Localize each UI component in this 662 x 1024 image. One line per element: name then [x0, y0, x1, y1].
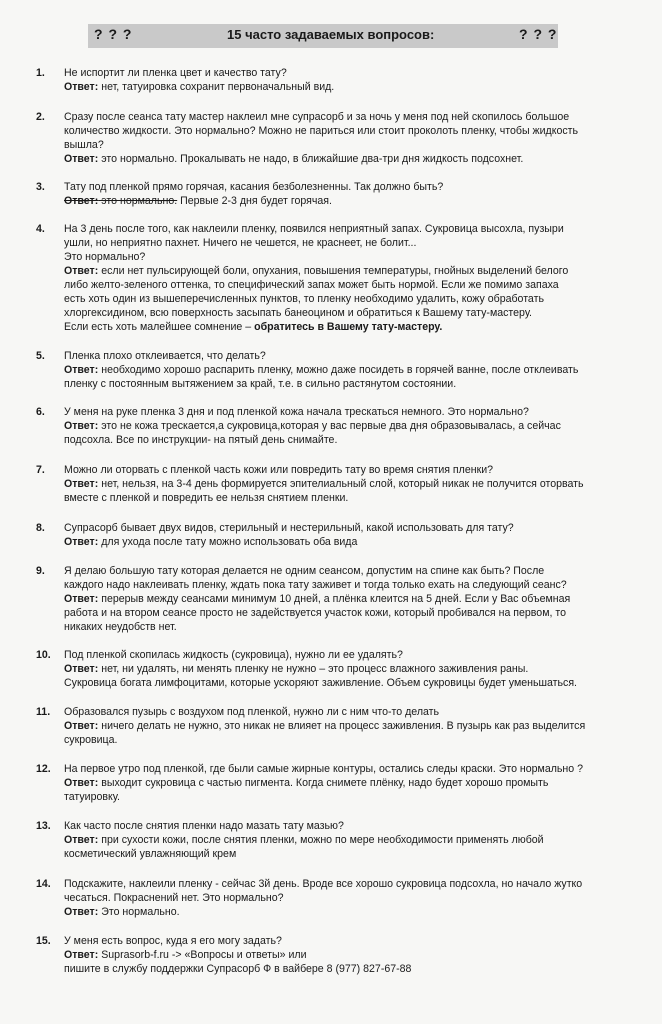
answer-text: необходимо хорошо распарить пленку, можно даже посидеть в горячей ванне, после отклеивать пленку с постоянным вытяжением за край, т.е. в сильно растянутом состоянии. — [64, 364, 579, 390]
faq-number: 12. — [36, 763, 51, 775]
answer-text: выходит сукровица с частью пигмента. Когда снимете плёнку, надо будет хорошо промыть татуировку. — [64, 777, 549, 803]
answer-label: Ответ: — [64, 364, 99, 376]
answer-label: Ответ: — [64, 663, 99, 675]
answer-text: Первые 2-3 дня будет горячая. — [177, 195, 332, 207]
faq-item-12 — [36, 762, 648, 804]
faq-item-10 — [36, 648, 648, 690]
faq-question: Подскажите, наклеили пленку - сейчас 3й день. Вроде все хорошо сукровица подсохла, но начало жутко чесаться. Покраснений нет. Это нормально? — [64, 878, 583, 904]
answer-text: нет, татуировка сохранит первоначальный вид. — [98, 81, 335, 93]
faq-answer-note — [64, 320, 648, 334]
faq-number: 6. — [36, 406, 45, 418]
faq-number: 2. — [36, 111, 45, 123]
faq-number: 13. — [36, 820, 51, 832]
faq-item-9 — [36, 564, 648, 634]
answer-text: перерыв между сеансами минимум 10 дней, а плёнка клеится на 5 дней. Если у Вас объемная работа и на втором сеансе просто не задействуется участок кожи, который пробивался на первом, то никаких неудобств нет. — [64, 593, 571, 633]
answer-label: Ответ: — [64, 536, 99, 548]
faq-answer — [64, 477, 648, 505]
answer-label: Ответ: — [64, 153, 99, 165]
answer-label: Ответ: — [64, 834, 99, 846]
faq-answer — [64, 592, 648, 634]
question-marks-right: ? ? ? — [519, 26, 558, 42]
faq-question: Сразу после сеанса тату мастер наклеил мне супрасорб и за ночь у меня под ней скопилось большое количество жидкости. Это нормально? Можно не париться или стоит проколоть пленку, чтобы жидкость вышла? — [64, 111, 579, 151]
faq-answer — [64, 905, 648, 919]
answer-label: Ответ: — [64, 478, 99, 490]
answer-text: для ухода после тату можно использовать оба вида — [98, 536, 358, 548]
faq-item-7 — [36, 463, 648, 505]
faq-item-1 — [36, 66, 648, 94]
faq-question: У меня есть вопрос, куда я его могу задать? — [64, 935, 282, 947]
faq-answer — [64, 719, 648, 747]
faq-answer — [64, 80, 648, 94]
faq-item-2 — [36, 110, 648, 166]
answer-label: Ответ: — [64, 81, 99, 93]
faq-item-8 — [36, 521, 648, 549]
faq-question: Можно ли оторвать с пленкой часть кожи или повредить тату во время снятия пленки? — [64, 464, 494, 476]
faq-question: Под пленкой скопилась жидкость (сукровица), нужно ли ее удалять? — [64, 649, 403, 661]
faq-answer — [64, 419, 648, 447]
faq-question: Тату под пленкой прямо горячая, касания безболезненны. Так должно быть? — [64, 181, 444, 193]
faq-question: Образовался пузырь с воздухом под пленкой, нужно ли с ним что-то делать — [64, 706, 440, 718]
answer-label: Ответ: — [64, 420, 99, 432]
faq-number: 15. — [36, 935, 51, 947]
faq-number: 4. — [36, 223, 45, 235]
faq-number: 3. — [36, 181, 45, 193]
faq-question: На 3 день после того, как наклеили пленку, появился неприятный запах. Сукровица высохла, пузыри ушли, но неприятно пахнет. Ничего не чешется, не краснеет, не болит... Это нормально? — [64, 223, 564, 263]
faq-item-4 — [36, 222, 648, 334]
faq-number: 7. — [36, 464, 45, 476]
answer-text: нет, нельзя, на 3-4 день формируется эпителиальный слой, который никак не получится оторвать вместе с пленкой и повредить ее нельзя снятием пленки. — [64, 478, 584, 504]
faq-number: 11. — [36, 706, 51, 718]
answer-label: Ответ: — [64, 265, 99, 277]
answer-text: нет, ни удалять, ни менять пленку не нужно – это процесс влажного заживления раны. Сукровица богата лимфоцитами, которые ускоряют заживление. Объем сукровицы будет уменьшаться. — [64, 663, 577, 689]
question-marks-left: ? ? ? — [94, 26, 133, 42]
answer-text: Это нормально. — [98, 906, 180, 918]
page-title: 15 часто задаваемых вопросов: — [227, 27, 435, 42]
faq-number: 5. — [36, 350, 45, 362]
faq-answer — [64, 662, 648, 690]
answer-label: Ответ: — [64, 777, 99, 789]
faq-question: Как часто после снятия пленки надо мазать тату мазью? — [64, 820, 344, 832]
answer-text: ничего делать не нужно, это никак не влияет на процесс заживления. В пузырь как раз выделится сукровица. — [64, 720, 586, 746]
faq-list — [36, 66, 648, 976]
faq-number: 1. — [36, 67, 45, 79]
faq-answer — [64, 948, 648, 976]
faq-answer — [64, 152, 648, 166]
faq-number: 10. — [36, 649, 51, 661]
faq-number: 14. — [36, 878, 51, 890]
answer-label: Ответ: — [64, 906, 99, 918]
answer-text: при сухости кожи, после снятия пленки, можно по мере необходимости применять любой косметический увлажняющий крем — [64, 834, 544, 860]
answer-label: Ответ: — [64, 720, 99, 732]
faq-answer — [64, 833, 648, 861]
answer-label: Ответ: — [64, 949, 99, 961]
faq-item-11 — [36, 705, 648, 747]
answer-note-text: Если есть хоть малейшее сомнение – — [64, 321, 255, 333]
answer-text: это не кожа трескается,а сукровица,которая у вас первые два дня образовывалась, а сейчас подсохла. Все по инструкции- на пятый день снимайте. — [64, 420, 561, 446]
faq-answer — [64, 264, 648, 320]
faq-item-6 — [36, 405, 648, 447]
answer-text: это нормально. Прокалывать не надо, в ближайшие два-три дня жидкость подсохнет. — [98, 153, 524, 165]
faq-question: Супрасорб бывает двух видов, стерильный и нестерильный, какой использовать для тату? — [64, 522, 514, 534]
answer-struck-text: это нормально. — [98, 195, 178, 207]
faq-question: Пленка плохо отклеивается, что делать? — [64, 350, 266, 362]
faq-answer — [64, 535, 648, 549]
faq-question: На первое утро под пленкой, где были самые жирные контуры, остались следы краски. Это нормально ? — [64, 763, 583, 775]
answer-note-bold: обратитесь в Вашему тату-мастеру. — [254, 321, 443, 333]
faq-number: 9. — [36, 565, 45, 577]
faq-answer — [64, 776, 648, 804]
faq-question: Я делаю большую тату которая делается не одним сеансом, допустим на спине как быть? После каждого надо наклеивать пленку, ждать пока тату заживет и тогда только ехать на следующий сеанс? — [64, 565, 567, 591]
faq-question: У меня на руке пленка 3 дня и под пленкой кожа начала трескаться немного. Это нормально? — [64, 406, 529, 418]
faq-question: Не испортит ли пленка цвет и качество тату? — [64, 67, 287, 79]
faq-item-3 — [36, 180, 648, 208]
faq-answer — [64, 194, 648, 208]
faq-item-15 — [36, 934, 648, 976]
answer-label: Ответ: — [64, 593, 99, 605]
faq-item-5 — [36, 349, 648, 391]
faq-number: 8. — [36, 522, 45, 534]
answer-label: Ответ: — [64, 195, 99, 207]
answer-text: Suprasorb-f.ru -> «Вопросы и ответы» или пишите в службу поддержки Супрасорб Ф в вайбере 8 (977) 827-67-88 — [64, 949, 412, 975]
faq-answer — [64, 363, 648, 391]
faq-item-14 — [36, 877, 648, 919]
faq-item-13 — [36, 819, 648, 861]
answer-text: если нет пульсирующей боли, опухания, повышения температуры, гнойных выделений белого либо желто-зеленого оттенка, то специфический запах может быть нормой. Если же помимо запаха есть хоть один из вышеперечисленных пунктов, то пленку необходимо удалить, кожу обработать хлоргексидином, всю поверхность засыпать банеоцином и обратиться к Вашему тату-мастеру. — [64, 265, 569, 319]
